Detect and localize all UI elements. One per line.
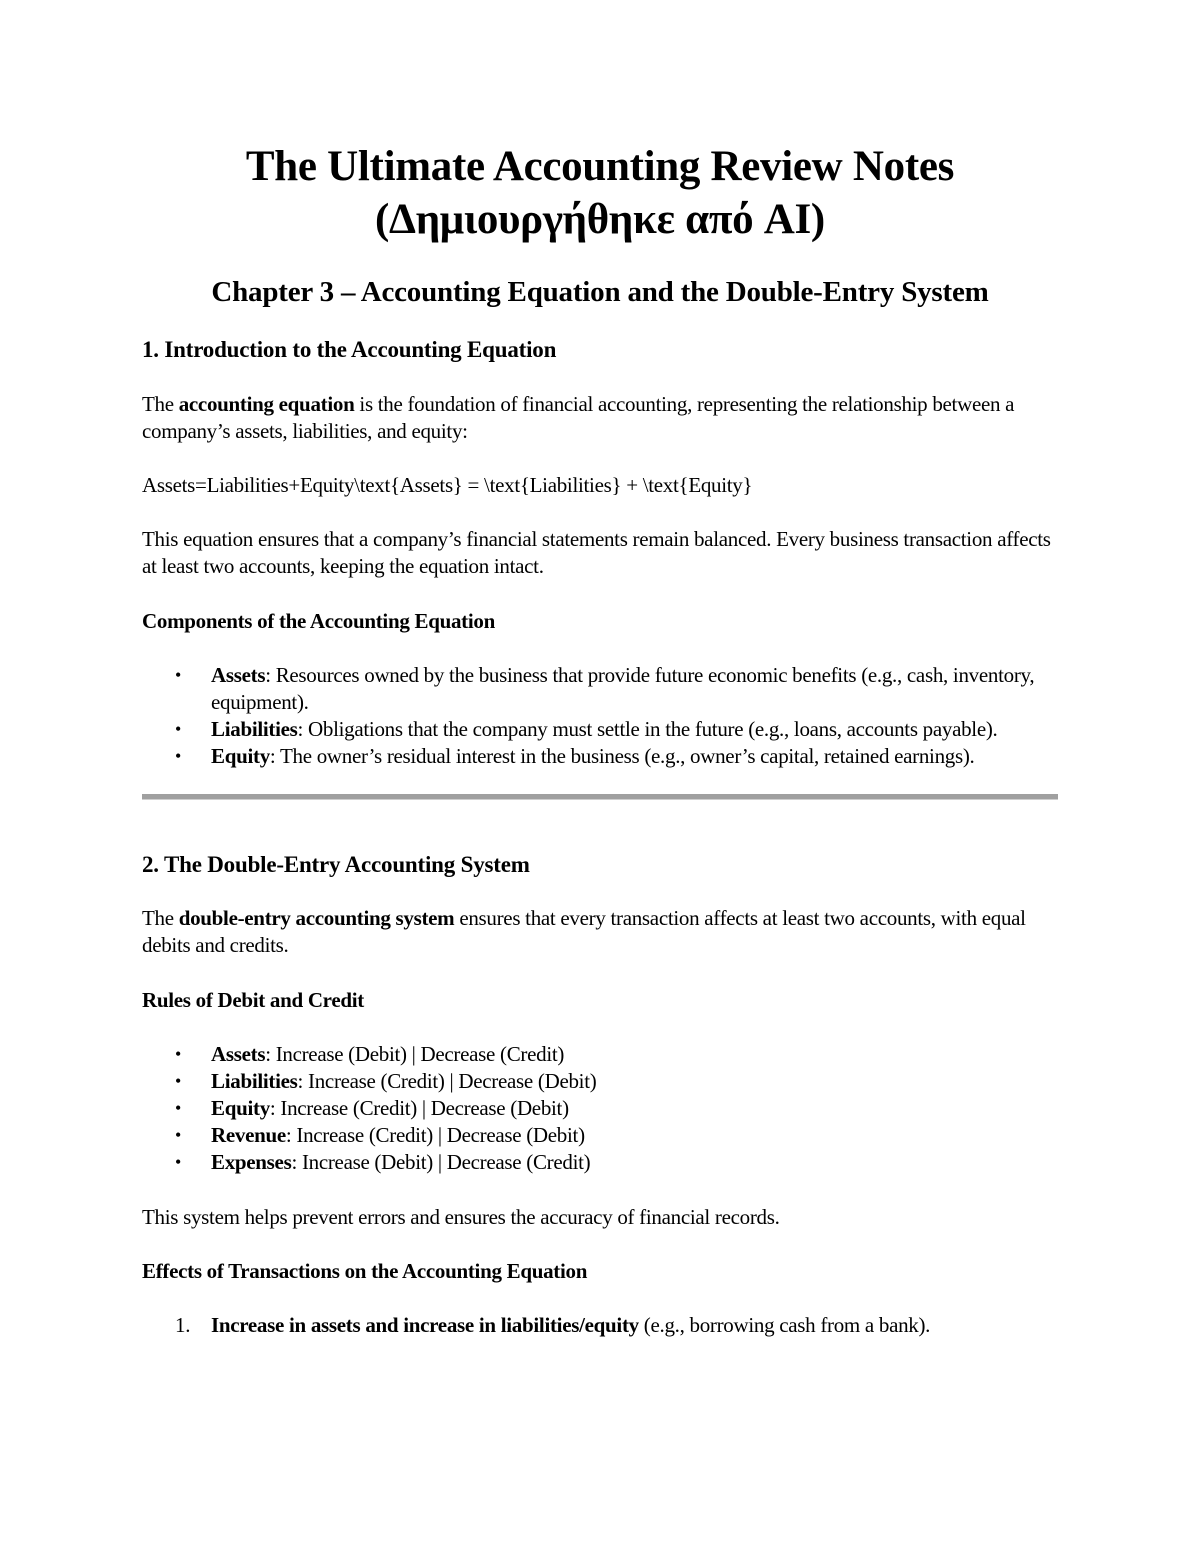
bullet-icon: • (175, 1125, 182, 1145)
bullet-icon: • (175, 1098, 182, 1118)
section-1-heading: 1. Introduction to the Accounting Equation (142, 337, 557, 362)
list-item (142, 743, 1058, 770)
accounting-equation: Assets=Liabilities+Equity\text{Assets} = \text{Liabilities} + \text{Equity} (142, 473, 753, 497)
components-list (142, 662, 1058, 770)
list-item-desc: : Resources owned by the business that provide future economic benefits (e.g., cash, inventory, equipment). (211, 663, 1035, 714)
list-item-desc: (e.g., borrowing cash from a bank). (638, 1313, 931, 1337)
horizontal-divider (142, 794, 1058, 800)
bullet-icon: • (175, 1071, 182, 1091)
chapter-heading: Chapter 3 – Accounting Equation and the Double-Entry System (211, 276, 989, 308)
list-item-desc: : Increase (Credit) | Decrease (Debit) (269, 1096, 569, 1120)
bullet-icon: • (175, 1152, 182, 1172)
list-item-term: Equity (211, 744, 270, 768)
section-2-heading: 2. The Double-Entry Accounting System (142, 852, 530, 877)
intro-text-post: is the foundation of financial accounting, representing the relationship between a company’s assets, liabilities, and equity: (142, 392, 1015, 443)
title-line-1: The Ultimate Accounting Review Notes (245, 143, 955, 190)
list-item-term: Increase in assets and increase in liabilities/equity (211, 1313, 639, 1337)
rules-heading: Rules of Debit and Credit (142, 988, 364, 1012)
list-item-desc: : Obligations that the company must settle in the future (e.g., loans, accounts payable). (297, 717, 998, 741)
title-line-2: (Δημιουργήθηκε από AI) (375, 196, 825, 243)
list-item (142, 1095, 1058, 1122)
bullet-icon: • (175, 1044, 182, 1064)
list-item-term: Liabilities (211, 717, 298, 741)
bullet-icon: • (175, 719, 182, 739)
list-item (142, 1149, 1058, 1176)
intro-text-post: ensures that every transaction affects at least two accounts, with equal debits and credits. (142, 906, 1026, 957)
list-item (142, 1041, 1058, 1068)
list-item (142, 1068, 1058, 1095)
list-item (142, 1312, 1058, 1339)
list-item-desc: : Increase (Debit) | Decrease (Credit) (291, 1150, 591, 1174)
system-paragraph: This system helps prevent errors and ensures the accuracy of financial records. (142, 1205, 780, 1229)
list-item (142, 1122, 1058, 1149)
bullet-icon: • (175, 665, 182, 685)
document-content (142, 140, 1058, 1339)
intro-text-bold: double-entry accounting system (178, 906, 455, 930)
list-item-term: Assets (211, 663, 266, 687)
section-2-intro (142, 905, 1058, 959)
effects-heading: Effects of Transactions on the Accounting Equation (142, 1259, 588, 1283)
intro-text-pre: The (142, 392, 179, 416)
intro-text-bold: accounting equation (178, 392, 355, 416)
list-item-desc: : The owner’s residual interest in the business (e.g., owner’s capital, retained earnings). (269, 744, 975, 768)
components-heading: Components of the Accounting Equation (142, 609, 495, 633)
list-item-term: Expenses (211, 1150, 292, 1174)
list-item-term: Liabilities (211, 1069, 298, 1093)
list-item-term: Assets (211, 1042, 266, 1066)
list-item-desc: : Increase (Credit) | Decrease (Debit) (297, 1069, 597, 1093)
list-item (142, 662, 1058, 716)
balance-paragraph: This equation ensures that a company’s financial statements remain balanced. Every business transaction affects at least two accounts, keeping the equation intact. (142, 527, 1051, 578)
section-1-intro (142, 391, 1058, 445)
list-item-desc: : Increase (Debit) | Decrease (Credit) (265, 1042, 565, 1066)
rules-list (142, 1041, 1058, 1176)
list-item-term: Equity (211, 1096, 270, 1120)
list-item (142, 716, 1058, 743)
intro-text-pre: The (142, 906, 179, 930)
document-title (142, 140, 1058, 246)
bullet-icon: • (175, 746, 182, 766)
list-item-desc: : Increase (Credit) | Decrease (Debit) (285, 1123, 585, 1147)
list-number: 1. (175, 1313, 191, 1337)
list-item-term: Revenue (211, 1123, 286, 1147)
effects-list (142, 1312, 1058, 1339)
